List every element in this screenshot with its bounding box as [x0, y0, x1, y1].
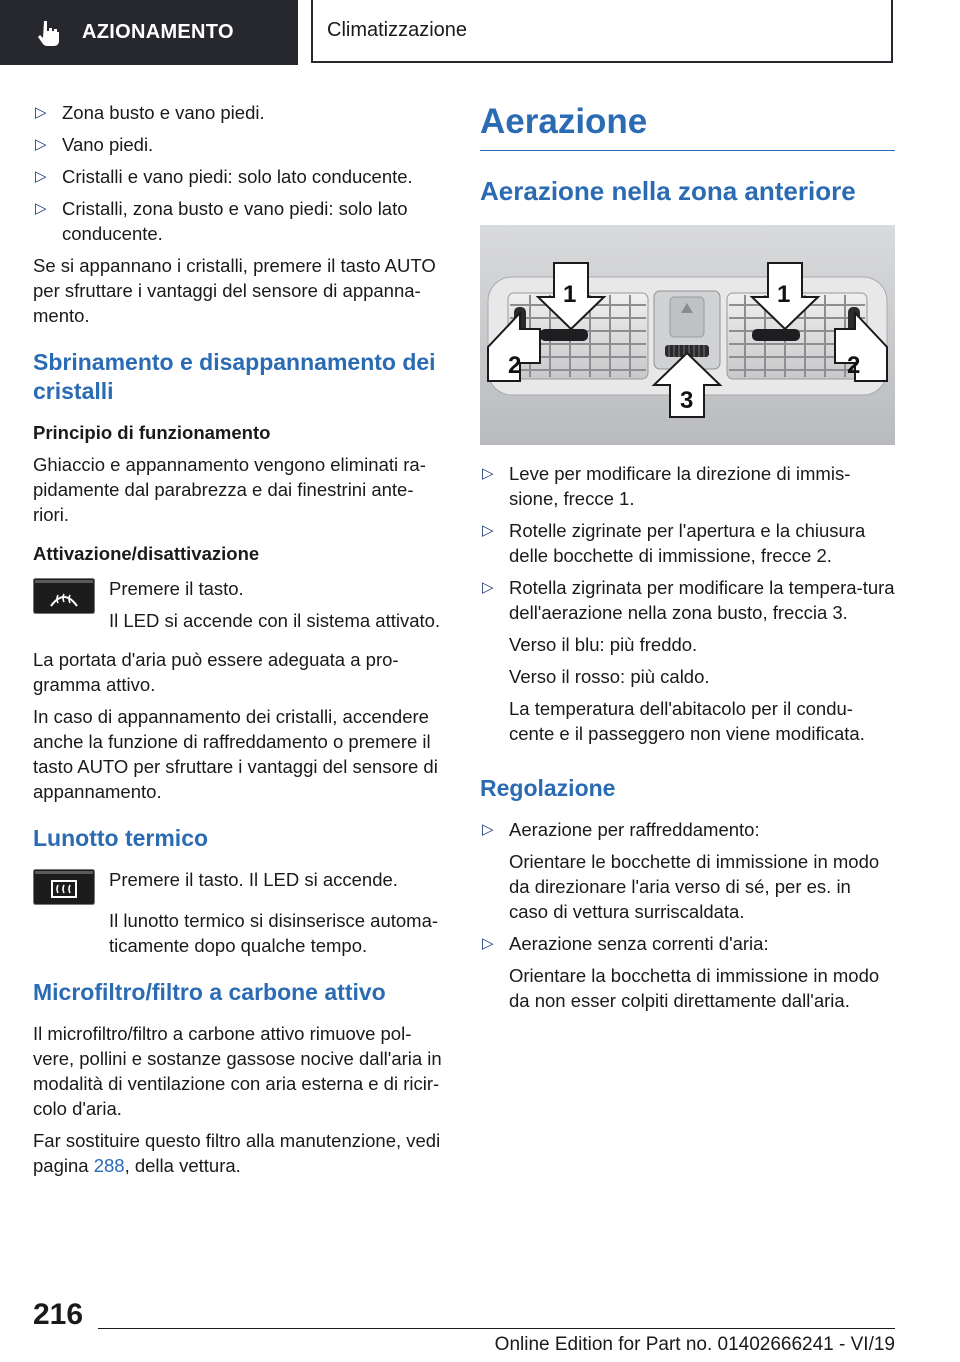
right-column [480, 100, 895, 1020]
rear-window-defrost-icon [33, 869, 95, 905]
chapter-title: Climatizzazione [327, 19, 468, 41]
triangle-bullet-icon: ▷ [482, 465, 494, 482]
page-link[interactable]: 288 [93, 1155, 125, 1176]
list-item: ▷ Cristalli, zona busto e vano piedi: solo lato conducente. [35, 198, 408, 244]
triangle-bullet-icon: ▷ [35, 104, 47, 121]
activation-heading: Attivazione/disattivazione [33, 543, 260, 564]
section-subtitle: Aerazione nella zona anteriore [480, 176, 856, 206]
filter-service-text: Far sostituire questo filtro alla manutenzione, vedi pagina 288, della vettura. [33, 1130, 441, 1176]
list-item: ▷ Leve per modificare la direzione di immis-sione, frecce 1. [482, 463, 851, 509]
list-item: ▷ Zona busto e vano piedi. [35, 102, 265, 123]
section-tab [0, 0, 298, 65]
list-item: ▷ Aerazione per raffreddamento: Orientare le bocchette di immissione in modo da direzionare l'aria verso di sé, per es. in caso di vettura surriscaldata. [482, 819, 880, 922]
triangle-bullet-icon: ▷ [482, 821, 494, 838]
rear-window-press-text: Premere il tasto. Il LED si accende. [109, 869, 398, 890]
footer-divider [98, 1328, 895, 1329]
chapter-tab [311, 0, 893, 63]
figure-label-1-left: 1 [563, 281, 577, 308]
windshield-defrost-icon [33, 578, 95, 614]
rear-window-heading: Lunotto termico [33, 825, 209, 851]
air-vents-figure [480, 225, 895, 445]
defrost-button-row [33, 576, 448, 640]
filter-text: Il microfiltro/filtro a carbone attivo rimuove pol-vere, pollini e sostanze gassose nocive dall'aria in modalità di ventilazione con aria esterna e di ricir-colo d'aria. [33, 1023, 442, 1119]
rear-window-text: Il lunotto termico si disinserisce automa-ticamente dopo qualche tempo. [109, 910, 439, 956]
principle-heading: Principio di funzionamento [33, 422, 271, 443]
figure-label-2-left: 2 [508, 352, 522, 379]
triangle-bullet-icon: ▷ [35, 200, 47, 217]
edition-text: Online Edition for Part no. 01402666241 - VI/19 [494, 1334, 895, 1355]
filter-heading: Microfiltro/filtro a carbone attivo [33, 979, 386, 1005]
rear-window-button-row [33, 867, 448, 905]
page-title: Aerazione [480, 100, 895, 151]
list-item: ▷ Cristalli e vano piedi: solo lato conducente. [35, 166, 413, 187]
list-item: ▷ Aerazione senza correnti d'aria: Orientare la bocchetta di immissione in modo da non esser colpiti direttamente dall'aria. [482, 933, 880, 1011]
figure-label-2-right: 2 [847, 352, 861, 379]
triangle-bullet-icon: ▷ [482, 522, 494, 539]
triangle-bullet-icon: ▷ [35, 136, 47, 153]
list-item: ▷ Rotelle zigrinate per l'apertura e la chiusura delle bocchette di immissione, frecce 2. [482, 520, 866, 566]
hand-pointer-icon [34, 18, 64, 48]
defrost-heading: Sbrinamento e disappannamento dei cristalli [33, 349, 436, 404]
triangle-bullet-icon: ▷ [482, 935, 494, 952]
auto-paragraph: Se si appannano i cristalli, premere il tasto AUTO per sfruttare i vantaggi del sensore di appanna-mento. [33, 255, 436, 326]
figure-label-3: 3 [680, 387, 694, 414]
triangle-bullet-icon: ▷ [482, 579, 494, 596]
defrost-para2: In caso di appannamento dei cristalli, accendere anche la funzione di raffreddamento o premere il tasto AUTO per sfruttare i vantaggi del sensore di appannamento. [33, 706, 438, 802]
figure-label-1-right: 1 [777, 281, 791, 308]
page-number: 216 [33, 1298, 84, 1331]
left-column [33, 100, 448, 1185]
principle-text: Ghiaccio e appannamento vengono eliminati ra-pidamente dal parabrezza e dai finestrini ante-riori. [33, 454, 426, 525]
section-title: AZIONAMENTO [82, 21, 234, 43]
list-item: ▷ Rotella zigrinata per modificare la tempera-tura dell'aerazione nella zona busto, freccia 3. Verso il blu: più freddo. Verso il rosso: più caldo. La temperatura dell'abitacolo per il condu-cente e il passeggero non viene modificata. [482, 577, 895, 744]
triangle-bullet-icon: ▷ [35, 168, 47, 185]
regulation-heading: Regolazione [480, 775, 616, 801]
defrost-press-text: Premere il tasto. [109, 578, 244, 599]
list-item: ▷ Vano piedi. [35, 134, 154, 155]
defrost-led-text: Il LED si accende con il sistema attivato. [109, 610, 441, 631]
defrost-para1: La portata d'aria può essere adeguata a pro-gramma attivo. [33, 649, 399, 695]
